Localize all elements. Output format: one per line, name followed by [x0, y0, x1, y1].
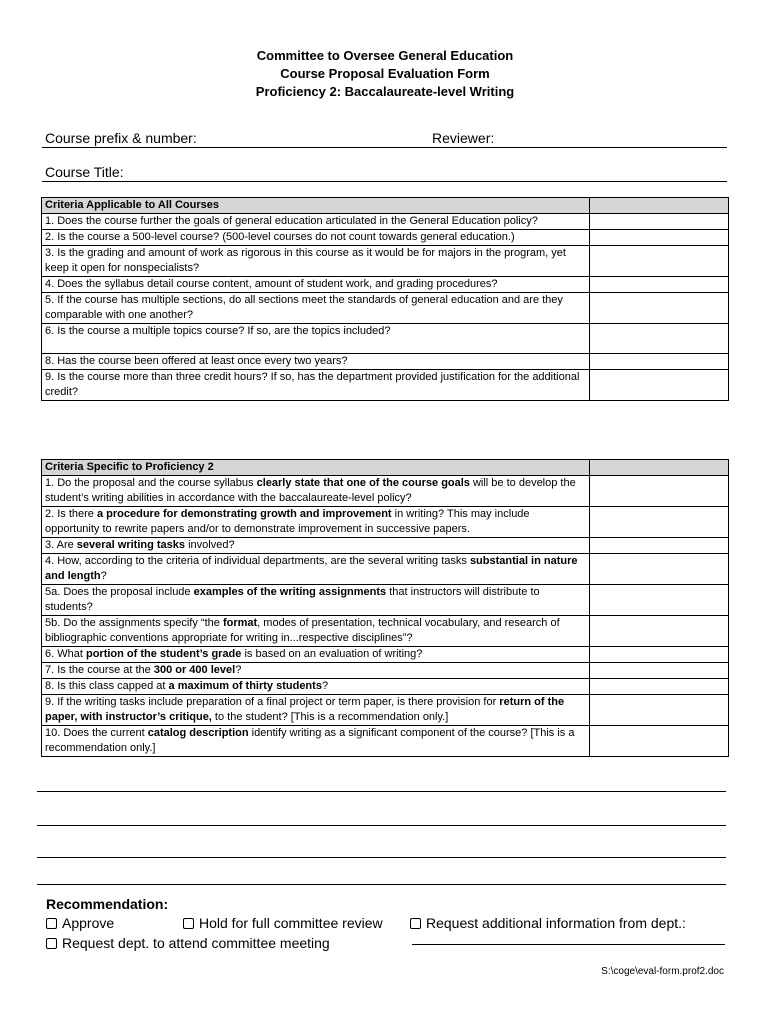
- criteria-question: [42, 616, 590, 647]
- criteria-question: [42, 726, 590, 757]
- criteria-question: [42, 370, 590, 401]
- question-emphasis: several writing tasks: [76, 539, 186, 551]
- criteria-row: [42, 695, 729, 726]
- reviewer-label: Reviewer:: [432, 130, 495, 146]
- criteria-row: [42, 476, 729, 507]
- answer-cell[interactable]: [590, 370, 729, 401]
- criteria-row: [42, 554, 729, 585]
- question-text: ?: [321, 680, 329, 692]
- question-text: , modes of presentation, technical vocabulary, and research of bibliographic conventions appropriate for writing in...respective disciplines”?: [45, 617, 560, 644]
- criteria-question: [42, 585, 590, 616]
- criteria-row: [42, 246, 729, 277]
- checkbox-icon[interactable]: [183, 918, 194, 929]
- question-text: 3. Is the grading and amount of work as rigorous in this course as it would be for majors in the program, yet keep it open for nonspecialists?: [45, 247, 566, 274]
- criteria-question: [42, 476, 590, 507]
- question-emphasis: a maximum of thirty students: [168, 680, 322, 692]
- criteria-row: [42, 230, 729, 246]
- question-text: 10. Does the current: [45, 727, 148, 739]
- question-text: 5. If the course has multiple sections, do all sections meet the standards of general education and are they comparable with one another?: [45, 294, 563, 321]
- criteria-row: [42, 214, 729, 230]
- answer-cell[interactable]: [590, 293, 729, 324]
- question-emphasis: format: [222, 617, 258, 629]
- form-header: [0, 47, 770, 101]
- criteria-row: [42, 616, 729, 647]
- request-attend-option[interactable]: [46, 935, 330, 951]
- course-prefix-row[interactable]: [42, 128, 727, 148]
- question-emphasis: examples of the writing assignments: [193, 586, 387, 598]
- header-answer-cell: [590, 460, 729, 476]
- criteria-question: [42, 354, 590, 370]
- answer-cell[interactable]: [590, 616, 729, 647]
- question-text: 6. What: [45, 648, 86, 660]
- request-info-label: Request additional information from dept.:: [426, 915, 686, 931]
- recommendation-title: Recommendation:: [46, 896, 169, 912]
- table-header: Criteria Specific to Proficiency 2: [42, 460, 590, 476]
- question-text: is based on an evaluation of writing?: [241, 648, 423, 660]
- criteria-question: [42, 679, 590, 695]
- criteria-question: [42, 246, 590, 277]
- question-emphasis: portion of the student’s grade: [85, 648, 242, 660]
- question-text: to the student? [This is a recommendation only.]: [211, 711, 449, 723]
- criteria-question: [42, 324, 590, 354]
- hold-option[interactable]: [183, 915, 383, 931]
- answer-cell[interactable]: [590, 695, 729, 726]
- criteria-question: [42, 663, 590, 679]
- criteria-row: [42, 663, 729, 679]
- criteria-question: [42, 554, 590, 585]
- question-emphasis: catalog description: [147, 727, 249, 739]
- answer-cell[interactable]: [590, 230, 729, 246]
- question-emphasis: substantial in nature and length: [45, 555, 578, 582]
- answer-cell[interactable]: [590, 663, 729, 679]
- course-title-label: Course Title:: [45, 164, 124, 180]
- answer-cell[interactable]: [590, 214, 729, 230]
- criteria-row: [42, 679, 729, 695]
- question-text: 2. Is the course a 500-level course? (500-level courses do not count towards general education.): [45, 231, 515, 243]
- approve-label: Approve: [62, 915, 115, 931]
- header-proficiency: Proficiency 2: Baccalaureate-level Writing: [255, 84, 515, 99]
- question-text: in writing? This may include opportunity to rewrite papers and/or to demonstrate improvement in successive papers.: [45, 508, 530, 535]
- request-attend-label: Request dept. to attend committee meeting: [62, 935, 330, 951]
- question-text: 1. Do the proposal and the course syllabus: [45, 477, 257, 489]
- comment-line[interactable]: [37, 884, 726, 885]
- file-path: S:\coge\eval-form.prof2.doc: [601, 966, 724, 977]
- comment-line[interactable]: [37, 825, 726, 826]
- question-text: 9. Is the course more than three credit hours? If so, has the department provided justification for the additional credit?: [45, 371, 580, 398]
- criteria-question: [42, 214, 590, 230]
- question-text: 4. How, according to the criteria of individual departments, are the several writing tasks: [45, 555, 470, 567]
- criteria-row: [42, 585, 729, 616]
- question-text: ?: [100, 570, 107, 582]
- general-criteria-table: [41, 197, 729, 401]
- checkbox-icon[interactable]: [46, 938, 57, 949]
- criteria-question: [42, 277, 590, 293]
- criteria-row: [42, 277, 729, 293]
- question-text: 9. If the writing tasks include preparation of a final project or term paper, is there provision for: [45, 696, 500, 708]
- criteria-question: [42, 230, 590, 246]
- criteria-row: [42, 647, 729, 663]
- criteria-row: [42, 354, 729, 370]
- answer-cell[interactable]: [590, 538, 729, 554]
- criteria-question: [42, 695, 590, 726]
- question-text: 3. Are: [45, 539, 77, 551]
- header-answer-cell: [590, 198, 729, 214]
- checkbox-icon[interactable]: [410, 918, 421, 929]
- criteria-question: [42, 507, 590, 538]
- criteria-row: [42, 324, 729, 354]
- answer-cell[interactable]: [590, 726, 729, 757]
- answer-cell[interactable]: [590, 324, 729, 354]
- question-text: 5a. Does the proposal include: [45, 586, 194, 598]
- question-emphasis: return of the paper, with instructor’s critique,: [45, 696, 565, 723]
- checkbox-icon[interactable]: [46, 918, 57, 929]
- criteria-question: [42, 538, 590, 554]
- criteria-question: [42, 293, 590, 324]
- criteria-row: [42, 726, 729, 757]
- answer-cell[interactable]: [590, 246, 729, 277]
- answer-cell[interactable]: [590, 585, 729, 616]
- comment-line[interactable]: [37, 791, 726, 792]
- question-text: 8. Is this class capped at: [45, 680, 169, 692]
- question-emphasis: clearly state that one of the course goals: [256, 477, 470, 489]
- answer-cell[interactable]: [590, 277, 729, 293]
- question-text: 2. Is there: [45, 508, 97, 520]
- answer-cell[interactable]: [590, 476, 729, 507]
- answer-cell[interactable]: [590, 554, 729, 585]
- criteria-row: [42, 538, 729, 554]
- question-emphasis: a procedure for demonstrating growth and improvement: [96, 508, 392, 520]
- question-text: identify writing as a significant component of the course? [This is a recommendation only.]: [45, 727, 575, 754]
- question-text: ?: [235, 664, 242, 676]
- table-header-row: [42, 460, 729, 476]
- request-info-option[interactable]: [410, 915, 686, 931]
- criteria-row: [42, 293, 729, 324]
- question-text: 5b. Do the assignments specify “the: [45, 617, 223, 629]
- question-text: that instructors will distribute to students?: [45, 586, 540, 613]
- answer-cell[interactable]: [590, 647, 729, 663]
- question-text: 7. Is the course at the: [45, 664, 154, 676]
- approve-option[interactable]: [46, 915, 114, 931]
- question-emphasis: 300 or 400 level: [153, 664, 236, 676]
- table-header-row: [42, 198, 729, 214]
- criteria-row: [42, 370, 729, 401]
- question-text: 6. Is the course a multiple topics course? If so, are the topics included?: [45, 325, 391, 337]
- header-committee: Committee to Oversee General Education: [256, 48, 514, 63]
- question-text: 4. Does the syllabus detail course content, amount of student work, and grading procedures?: [45, 278, 498, 290]
- course-prefix-label: Course prefix & number:: [45, 130, 197, 146]
- table-header: Criteria Applicable to All Courses: [42, 198, 590, 214]
- request-info-line[interactable]: [412, 944, 725, 945]
- header-form-name: Course Proposal Evaluation Form: [280, 66, 490, 81]
- criteria-row: [42, 507, 729, 538]
- comment-line[interactable]: [37, 857, 726, 858]
- question-text: will be to develop the student’s writing abilities in accordance with the baccalaureate-level policy?: [45, 477, 576, 504]
- question-text: 8. Has the course been offered at least once every two years?: [45, 355, 348, 367]
- answer-cell[interactable]: [590, 679, 729, 695]
- criteria-question: [42, 647, 590, 663]
- question-text: 1. Does the course further the goals of general education articulated in the General Education policy?: [45, 215, 538, 227]
- hold-label: Hold for full committee review: [199, 915, 383, 931]
- answer-cell[interactable]: [590, 354, 729, 370]
- specific-criteria-table: [41, 459, 729, 757]
- answer-cell[interactable]: [590, 507, 729, 538]
- question-text: involved?: [185, 539, 235, 551]
- course-title-row[interactable]: [42, 162, 727, 182]
